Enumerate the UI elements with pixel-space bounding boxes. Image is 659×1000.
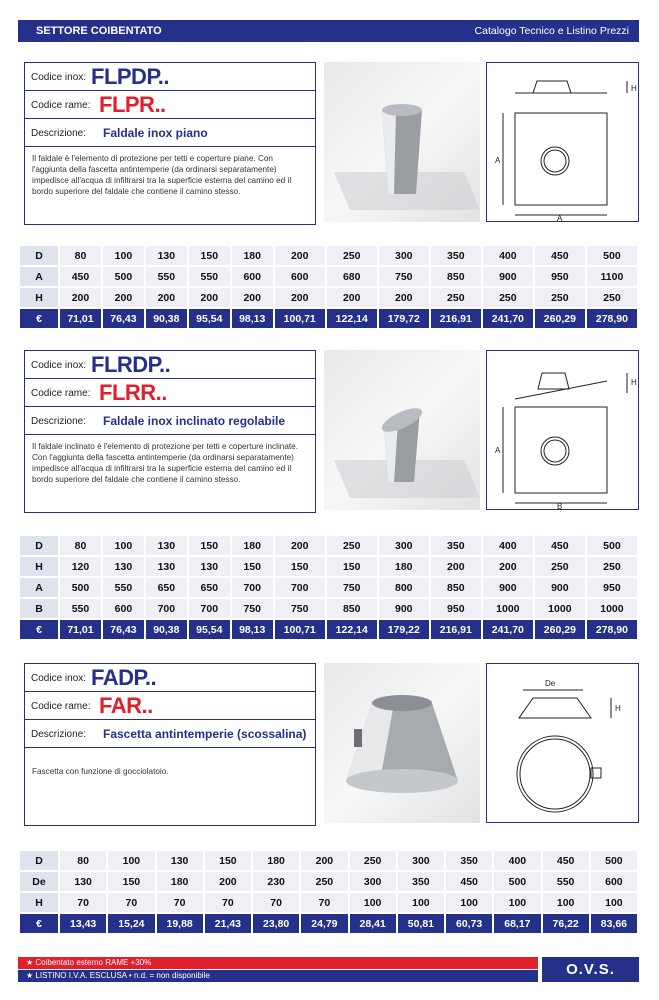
- table-cell: 600: [591, 872, 637, 891]
- table-cell: 350: [431, 246, 481, 265]
- product-info-box: [24, 663, 316, 826]
- rame-code-label: Codice rame:: [31, 100, 91, 111]
- rame-code: FLRR..: [99, 380, 167, 405]
- table-cell: 900: [379, 599, 429, 618]
- table-cell: 241,70: [483, 620, 533, 639]
- table-cell: 130: [60, 872, 106, 891]
- table-cell: 750: [379, 267, 429, 286]
- table-cell: 400: [483, 246, 533, 265]
- table-cell: 550: [189, 267, 230, 286]
- row-label: A: [20, 267, 58, 286]
- table-cell: 550: [60, 599, 101, 618]
- description-title: Fascetta antintemperie (scossalina): [103, 727, 307, 741]
- table-cell: 500: [494, 872, 540, 891]
- vat-note: ★ LISTINO I.V.A. ESCLUSA • n.d. = non disponibile: [18, 970, 538, 982]
- table-cell: 179,22: [379, 620, 429, 639]
- table-row: [20, 578, 637, 597]
- table-cell: 550: [103, 578, 144, 597]
- table-cell: 68,17: [494, 914, 540, 933]
- table-row: [20, 851, 637, 870]
- table-cell: 500: [103, 267, 144, 286]
- table-cell: 130: [146, 557, 187, 576]
- description-label: Descrizione:: [31, 416, 87, 427]
- table-cell: 250: [587, 288, 637, 307]
- table-cell: 100: [103, 246, 144, 265]
- description-text: Il faldale inclinato è l'elemento di protezione per tetti e coperture inclinate. Con l'aggiunta della fascetta antintemperie (da ordinarsi separatamente) impedisce all'acqua di infiltrarsi tra la superficie esterna del camino ed il bordo superiore del faldale che contiene il camino stesso.: [32, 442, 298, 484]
- rame-code: FLPR..: [99, 92, 166, 117]
- table-cell: 650: [146, 578, 187, 597]
- table-cell: 1000: [483, 599, 533, 618]
- table-cell: 179,72: [379, 309, 429, 328]
- table-cell: 50,81: [398, 914, 444, 933]
- table-row: [20, 267, 637, 286]
- row-label: H: [20, 557, 58, 576]
- table-cell: 250: [327, 246, 377, 265]
- table-cell: 21,43: [205, 914, 251, 933]
- table-cell: 98,13: [232, 620, 273, 639]
- table-cell: 180: [253, 851, 299, 870]
- table-cell: 950: [535, 267, 585, 286]
- table-cell: 200: [327, 288, 377, 307]
- table-cell: 80: [60, 851, 106, 870]
- table-cell: 70: [157, 893, 203, 912]
- table-cell: 278,90: [587, 309, 637, 328]
- table-cell: 200: [431, 557, 481, 576]
- table-cell: 130: [103, 557, 144, 576]
- table-row: [20, 309, 637, 328]
- description-title: Faldale inox inclinato regolabile: [103, 414, 286, 428]
- table-cell: 350: [446, 851, 492, 870]
- table-cell: 100: [494, 893, 540, 912]
- row-label: A: [20, 578, 58, 597]
- table-cell: 700: [189, 599, 230, 618]
- row-label: D: [20, 851, 58, 870]
- product-photo: [324, 350, 480, 510]
- table-cell: 750: [275, 599, 325, 618]
- table-cell: 150: [205, 851, 251, 870]
- svg-text:H: H: [615, 704, 621, 713]
- table-cell: 83,66: [591, 914, 637, 933]
- table-cell: 850: [327, 599, 377, 618]
- footer: [18, 957, 639, 983]
- row-label: €: [20, 914, 58, 933]
- rame-code: FAR..: [99, 693, 153, 718]
- svg-text:A: A: [495, 446, 501, 455]
- inox-code-label: Codice inox:: [31, 360, 87, 371]
- table-cell: 100: [446, 893, 492, 912]
- table-cell: 450: [543, 851, 589, 870]
- table-row: [20, 599, 637, 618]
- table-cell: 750: [232, 599, 273, 618]
- table-cell: 180: [232, 246, 273, 265]
- table-cell: 400: [494, 851, 540, 870]
- table-row: [20, 914, 637, 933]
- table-cell: 80: [60, 536, 101, 555]
- table-cell: 450: [446, 872, 492, 891]
- table-cell: 200: [205, 872, 251, 891]
- inox-code-label: Codice inox:: [31, 72, 87, 83]
- table-cell: 95,54: [189, 620, 230, 639]
- table-cell: 70: [301, 893, 347, 912]
- description-label: Descrizione:: [31, 128, 87, 139]
- table-cell: 850: [431, 267, 481, 286]
- table-cell: 500: [587, 536, 637, 555]
- table-cell: 100,71: [275, 309, 325, 328]
- table-cell: 250: [327, 536, 377, 555]
- table-cell: 150: [189, 246, 230, 265]
- table-cell: 200: [232, 288, 273, 307]
- table-cell: 130: [146, 536, 187, 555]
- svg-text:H: H: [631, 378, 637, 387]
- table-cell: 600: [232, 267, 273, 286]
- table-cell: 95,54: [189, 309, 230, 328]
- table-cell: 180: [232, 536, 273, 555]
- table-cell: 71,01: [60, 309, 101, 328]
- table-cell: 200: [275, 288, 325, 307]
- technical-drawing: [486, 350, 639, 510]
- svg-text:B: B: [557, 502, 563, 511]
- spec-table: [18, 534, 639, 641]
- table-cell: 950: [587, 578, 637, 597]
- table-cell: 100: [543, 893, 589, 912]
- table-cell: 550: [543, 872, 589, 891]
- row-label: B: [20, 599, 58, 618]
- table-cell: 100: [350, 893, 396, 912]
- row-label: H: [20, 893, 58, 912]
- rame-code-label: Codice rame:: [31, 701, 91, 712]
- table-cell: 300: [350, 872, 396, 891]
- table-cell: 24,79: [301, 914, 347, 933]
- table-cell: 90,38: [146, 309, 187, 328]
- table-cell: 300: [398, 851, 444, 870]
- description-text: Il faldale è l'elemento di protezione per tetti e coperture piane. Con l'aggiunta della fascetta antintemperie (da ordinarsi separatamente) impedisce all'acqua di infiltrarsi tra la superficie esterna del camino ed il bordo superiore del faldale che contiene il camino stesso.: [32, 154, 292, 196]
- table-cell: 241,70: [483, 309, 533, 328]
- table-cell: 600: [103, 599, 144, 618]
- table-cell: 300: [379, 246, 429, 265]
- row-label: €: [20, 309, 58, 328]
- table-cell: 13,43: [60, 914, 106, 933]
- table-cell: 90,38: [146, 620, 187, 639]
- table-cell: 150: [189, 536, 230, 555]
- table-cell: 60,73: [446, 914, 492, 933]
- table-cell: 76,43: [103, 620, 144, 639]
- table-cell: 850: [431, 578, 481, 597]
- table-cell: 260,29: [535, 309, 585, 328]
- table-cell: 28,41: [350, 914, 396, 933]
- product-photo: [324, 663, 480, 823]
- table-cell: 900: [535, 578, 585, 597]
- table-cell: 70: [253, 893, 299, 912]
- product-info-box: [24, 62, 316, 225]
- table-cell: 130: [146, 246, 187, 265]
- table-row: [20, 288, 637, 307]
- table-cell: 500: [587, 246, 637, 265]
- table-cell: 100: [398, 893, 444, 912]
- table-cell: 76,22: [543, 914, 589, 933]
- table-cell: 500: [60, 578, 101, 597]
- table-cell: 180: [157, 872, 203, 891]
- svg-text:H: H: [631, 84, 637, 93]
- row-label: D: [20, 246, 58, 265]
- table-row: [20, 620, 637, 639]
- table-cell: 216,91: [431, 620, 481, 639]
- table-cell: 300: [379, 536, 429, 555]
- table-cell: 70: [108, 893, 154, 912]
- table-cell: 250: [535, 288, 585, 307]
- table-cell: 278,90: [587, 620, 637, 639]
- table-cell: 250: [587, 557, 637, 576]
- table-cell: 350: [398, 872, 444, 891]
- table-cell: 260,29: [535, 620, 585, 639]
- inox-code: FADP..: [91, 665, 157, 690]
- table-cell: 650: [189, 578, 230, 597]
- row-label: D: [20, 536, 58, 555]
- row-label: H: [20, 288, 58, 307]
- product-photo: [324, 62, 480, 222]
- product-info-box: [24, 350, 316, 513]
- table-cell: 70: [60, 893, 106, 912]
- table-cell: 150: [108, 872, 154, 891]
- table-cell: 200: [483, 557, 533, 576]
- table-cell: 450: [535, 246, 585, 265]
- table-cell: 500: [591, 851, 637, 870]
- spec-table: [18, 244, 639, 330]
- catalog-title: Catalogo Tecnico e Listino Prezzi: [474, 25, 629, 37]
- table-cell: 550: [146, 267, 187, 286]
- description-title: Faldale inox piano: [103, 126, 208, 140]
- table-cell: 680: [327, 267, 377, 286]
- table-row: [20, 536, 637, 555]
- table-cell: 200: [301, 851, 347, 870]
- table-cell: 700: [275, 578, 325, 597]
- technical-drawing: [486, 62, 639, 222]
- spec-table: [18, 849, 639, 935]
- table-cell: 200: [275, 536, 325, 555]
- technical-drawing: [486, 663, 639, 823]
- rame-code-label: Codice rame:: [31, 388, 91, 399]
- table-cell: 230: [253, 872, 299, 891]
- table-cell: 400: [483, 536, 533, 555]
- row-label: €: [20, 620, 58, 639]
- table-cell: 19,88: [157, 914, 203, 933]
- svg-text:A: A: [557, 214, 563, 223]
- table-cell: 200: [103, 288, 144, 307]
- table-row: [20, 872, 637, 891]
- copper-surcharge-note: ★ Coibentato esterno RAME +30%: [18, 957, 538, 969]
- table-cell: 800: [379, 578, 429, 597]
- table-cell: 1000: [587, 599, 637, 618]
- table-cell: 600: [275, 267, 325, 286]
- table-cell: 150: [275, 557, 325, 576]
- table-cell: 950: [431, 599, 481, 618]
- table-cell: 250: [350, 851, 396, 870]
- table-cell: 900: [483, 267, 533, 286]
- table-cell: 100,71: [275, 620, 325, 639]
- table-cell: 200: [379, 288, 429, 307]
- table-cell: 80: [60, 246, 101, 265]
- table-cell: 130: [157, 851, 203, 870]
- table-cell: 450: [535, 536, 585, 555]
- table-cell: 150: [232, 557, 273, 576]
- table-cell: 1100: [587, 267, 637, 286]
- svg-text:A: A: [495, 156, 501, 165]
- table-cell: 100: [591, 893, 637, 912]
- table-cell: 180: [379, 557, 429, 576]
- inox-code: FLPDP..: [91, 64, 170, 89]
- table-cell: 900: [483, 578, 533, 597]
- table-cell: 700: [146, 599, 187, 618]
- table-cell: 200: [189, 288, 230, 307]
- table-cell: 216,91: [431, 309, 481, 328]
- table-cell: 200: [60, 288, 101, 307]
- table-cell: 200: [275, 246, 325, 265]
- table-cell: 150: [327, 557, 377, 576]
- table-cell: 100: [108, 851, 154, 870]
- table-cell: 450: [60, 267, 101, 286]
- table-cell: 98,13: [232, 309, 273, 328]
- table-cell: 250: [301, 872, 347, 891]
- table-cell: 250: [535, 557, 585, 576]
- table-cell: 76,43: [103, 309, 144, 328]
- table-cell: 120: [60, 557, 101, 576]
- table-row: [20, 557, 637, 576]
- table-cell: 250: [431, 288, 481, 307]
- table-cell: 750: [327, 578, 377, 597]
- table-cell: 122,14: [327, 620, 377, 639]
- table-cell: 71,01: [60, 620, 101, 639]
- table-row: [20, 893, 637, 912]
- header-bar: [18, 20, 639, 42]
- table-row: [20, 246, 637, 265]
- description-text: Fascetta con funzione di gocciolatoio.: [32, 767, 169, 776]
- table-cell: 70: [205, 893, 251, 912]
- table-cell: 1000: [535, 599, 585, 618]
- table-cell: 350: [431, 536, 481, 555]
- table-cell: 23,80: [253, 914, 299, 933]
- table-cell: 700: [232, 578, 273, 597]
- inox-code-label: Codice inox:: [31, 673, 87, 684]
- table-cell: 15,24: [108, 914, 154, 933]
- table-cell: 122,14: [327, 309, 377, 328]
- row-label: De: [20, 872, 58, 891]
- table-cell: 200: [146, 288, 187, 307]
- svg-text:De: De: [545, 679, 556, 688]
- table-cell: 100: [103, 536, 144, 555]
- description-label: Descrizione:: [31, 729, 87, 740]
- inox-code: FLRDP..: [91, 352, 171, 377]
- table-cell: 250: [483, 288, 533, 307]
- brand-logo: O.V.S.: [542, 957, 639, 982]
- sector-title: SETTORE COIBENTATO: [36, 25, 162, 37]
- table-cell: 130: [189, 557, 230, 576]
